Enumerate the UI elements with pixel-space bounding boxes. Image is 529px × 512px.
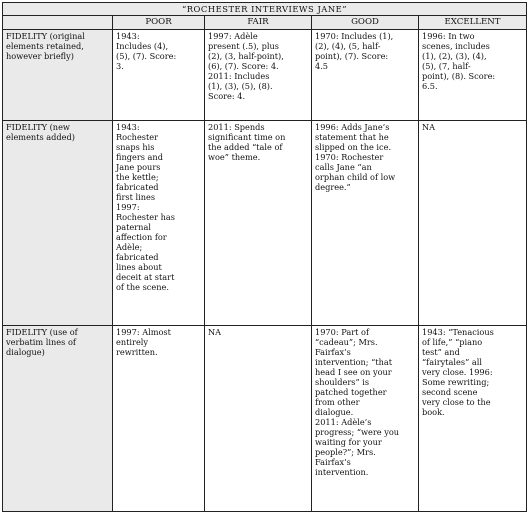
cell-text-line: significant time on <box>208 131 286 142</box>
rubric-table <box>2 2 527 512</box>
table-row <box>3 120 527 325</box>
cell-text-line: head I see on your <box>315 366 392 377</box>
cell-fair <box>205 325 312 511</box>
cell-text-line: Adèle; <box>116 241 143 252</box>
cell-text-line: of life,” “piano <box>422 336 483 347</box>
cell-text-line: intervention. <box>315 466 369 477</box>
cell-poor <box>113 325 205 511</box>
cell-text-line: 1943: “Tenacious <box>422 326 494 337</box>
cell-text-line: 1943: <box>116 121 140 132</box>
cell-text-line: calls Jane “an <box>315 161 372 172</box>
row-label: FIDELITY (new elements added) <box>3 120 113 325</box>
cell-text-line: woe” theme. <box>208 151 261 162</box>
cell-text-line: statement that he <box>315 131 389 142</box>
cell-text-line: degree.” <box>315 181 351 192</box>
cell-text-line: patched together <box>315 386 387 397</box>
cell-text-line: fabricated <box>116 181 159 192</box>
column-header-good: GOOD <box>312 16 419 29</box>
row-label: FIDELITY (use of verbatim lines of dialogue) <box>3 325 113 511</box>
cell-text-line: second scene <box>422 386 478 397</box>
cell-text-line: scenes, includes <box>422 40 490 51</box>
cell-text-line: Includes (4), <box>116 40 169 51</box>
cell-text-line: entirely <box>116 336 149 347</box>
cell-text-line: 1996: Adds Jane’s <box>315 121 390 132</box>
cell-excellent <box>419 120 527 325</box>
cell-text-line: rewritten. <box>116 346 158 357</box>
row-label: FIDELITY (original elements retained, however briefly) <box>3 29 113 120</box>
cell-text-line: fingers and <box>116 151 163 162</box>
cell-text-line: 2011: Spends <box>208 121 265 132</box>
cell-text-line: dialogue. <box>315 406 354 417</box>
cell-text-line: (2), (3, half-point), <box>208 50 284 61</box>
cell-text-line: Fairfax’s <box>315 346 351 357</box>
cell-text-line: the added “tale of <box>208 141 283 152</box>
cell-text-line: deceit at start <box>116 271 175 282</box>
cell-text-line: the kettle; <box>116 171 159 182</box>
column-header-row <box>3 16 527 29</box>
cell-text-line: 1997: <box>116 201 140 212</box>
cell-text-line: paternal <box>116 221 151 232</box>
cell-text-line: 2011: Includes <box>208 70 270 81</box>
cell-text-line: test” and <box>422 346 460 357</box>
cell-text-line: progress; “were you <box>315 426 400 437</box>
cell-text-line: very close. 1996: <box>422 366 493 377</box>
cell-text-line: 1970: Rochester <box>315 151 384 162</box>
cell-text-line: affection for <box>116 231 167 242</box>
cell-text-line: “cadeau”; Mrs. <box>315 336 378 347</box>
cell-text-line: (6), (7). Score: 4. <box>208 60 279 71</box>
cell-fair <box>205 120 312 325</box>
cell-text-line: 1970: Includes (1), <box>315 30 394 41</box>
column-header-excellent: EXCELLENT <box>419 16 527 29</box>
cell-poor <box>113 29 205 120</box>
cell-text-line: (1), (2), (3), (4), <box>422 50 487 61</box>
cell-text-line: intervention; “that <box>315 356 393 367</box>
cell-text-line: point), (8). Score: <box>422 70 496 81</box>
cell-text-line: first lines <box>116 191 156 202</box>
cell-text-line: lines about <box>116 261 162 272</box>
cell-text-line: very close to the <box>422 396 491 407</box>
cell-poor <box>113 120 205 325</box>
cell-text-line: snaps his <box>116 141 155 152</box>
cell-text-line: Rochester <box>116 131 159 142</box>
cell-text-line: (1), (3), (5), (8). <box>208 80 273 91</box>
cell-text-line: (2), (4), (5, half- <box>315 40 381 51</box>
cell-text-line: Fairfax’s <box>315 456 351 467</box>
cell-text-line: from other <box>315 396 360 407</box>
cell-text-line: 1996: In two <box>422 30 475 41</box>
cell-good <box>312 29 419 120</box>
cell-text-line: fabricated <box>116 251 159 262</box>
table-row <box>3 325 527 511</box>
cell-text-line: 1943: <box>116 30 140 41</box>
cell-fair <box>205 29 312 120</box>
cell-text-line: waiting for your <box>315 436 382 447</box>
cell-text-line: people?”; Mrs. <box>315 446 376 457</box>
column-header-poor: POOR <box>113 16 205 29</box>
cell-text-line: “fairytales” all <box>422 356 482 367</box>
cell-text-line: 4.5 <box>315 60 329 71</box>
cell-text-line: (5), (7, half- <box>422 60 471 71</box>
cell-text-line: 1997: Adèle <box>208 30 258 41</box>
cell-good <box>312 120 419 325</box>
cell-text-line: 6.5. <box>422 80 438 91</box>
title-row <box>3 3 527 16</box>
column-header-fair: FAIR <box>205 16 312 29</box>
corner-cell <box>3 16 113 29</box>
cell-text-line: point), (7). Score: <box>315 50 389 61</box>
cell-text-line: NA <box>422 121 436 132</box>
cell-text-line: Some rewriting; <box>422 376 490 387</box>
cell-text-line: 1970: Part of <box>315 326 369 337</box>
cell-text-line: shoulders” is <box>315 376 370 387</box>
cell-good <box>312 325 419 511</box>
cell-text-line: present (.5), plus <box>208 40 279 51</box>
cell-text-line: 1997: Almost <box>116 326 171 337</box>
cell-excellent <box>419 29 527 120</box>
table-title: “ROCHESTER INTERVIEWS JANE” <box>3 3 527 16</box>
cell-text-line: slipped on the ice. <box>315 141 392 152</box>
cell-text-line: Rochester has <box>116 211 176 222</box>
cell-text-line: 3. <box>116 60 124 71</box>
cell-text-line: 2011: Adèle’s <box>315 416 372 427</box>
cell-text-line: orphan child of low <box>315 171 396 182</box>
cell-text-line: NA <box>208 326 222 337</box>
cell-text-line: Score: 4. <box>208 90 246 101</box>
cell-text-line: of the scene. <box>116 281 169 292</box>
table-row <box>3 29 527 120</box>
cell-text-line: (5), (7). Score: <box>116 50 177 61</box>
cell-excellent <box>419 325 527 511</box>
cell-text-line: Jane pours <box>116 161 161 172</box>
cell-text-line: book. <box>422 406 445 417</box>
